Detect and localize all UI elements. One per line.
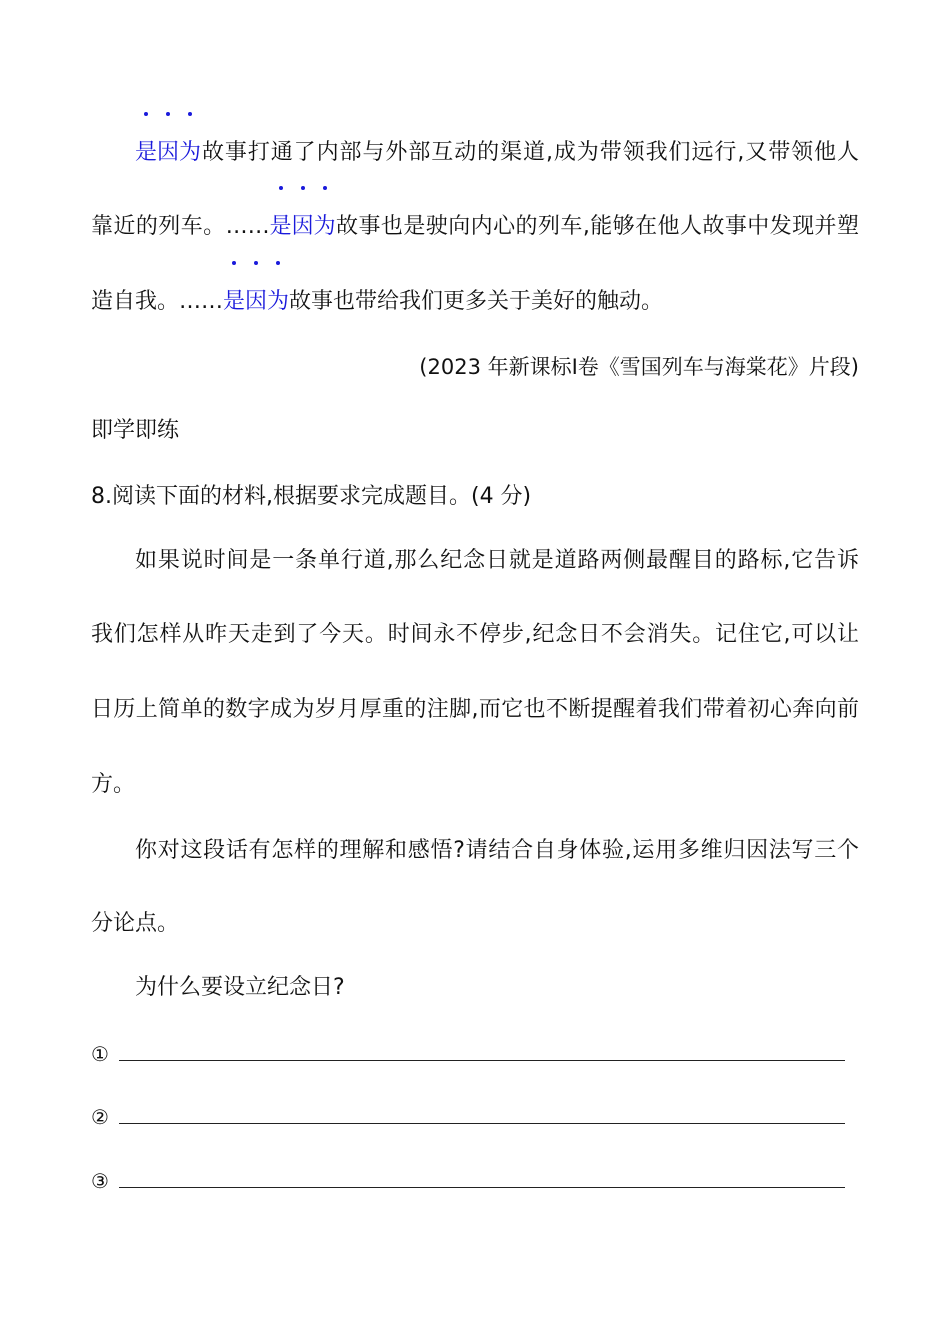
- emphasis-word: [223, 287, 289, 317]
- material-line-4: 方。: [91, 772, 136, 797]
- emphasis-dots: [270, 186, 336, 190]
- section-title: 即学即练: [91, 418, 180, 443]
- material-line-3: 日历上简单的数字成为岁月厚重的注脚,而它也不断提醒着我们带着初心奔向前: [91, 697, 859, 722]
- answer-blank-3[interactable]: [91, 1166, 859, 1196]
- emphasis-dots: [223, 261, 289, 265]
- answer-blank-2[interactable]: [91, 1102, 859, 1132]
- document-page: [91, 0, 859, 1344]
- material-line-1: 如果说时间是一条单行道,那么纪念日就是道路两侧最醒目的路标,它告诉: [135, 548, 859, 573]
- passage-prefix: 靠近的列车。……: [91, 214, 270, 239]
- answer-prompt: 为什么要设立纪念日?: [135, 975, 345, 1000]
- source-citation: (2023 年新课标Ⅰ卷《雪国列车与海棠花》片段): [419, 355, 859, 379]
- blank-number: ②: [91, 1105, 109, 1129]
- passage-prefix: 造自我。……: [91, 289, 224, 314]
- answer-blank-1[interactable]: [91, 1039, 859, 1069]
- passage-text: 故事也是驶向内心的列车,能够在他人故事中发现并塑: [335, 214, 859, 239]
- emphasis-text: 是因为: [223, 289, 290, 314]
- question-stem: 8.阅读下面的材料,根据要求完成题目。(4 分): [91, 484, 532, 509]
- blank-number: ③: [91, 1169, 109, 1193]
- blank-underline[interactable]: [119, 1187, 845, 1188]
- passage-text: 故事也带给我们更多关于美好的触动。: [289, 289, 664, 314]
- task-line-1: 你对这段话有怎样的理解和感悟?请结合自身体验,运用多维归因法写三个: [135, 838, 859, 863]
- emphasis-word: [135, 138, 201, 168]
- emphasis-word: [270, 212, 336, 242]
- passage-line-1: [91, 138, 859, 168]
- blank-underline[interactable]: [119, 1060, 845, 1061]
- passage-text: 故事打通了内部与外部互动的渠道,成为带领我们远行,又带领他人: [201, 140, 859, 165]
- task-line-2: 分论点。: [91, 911, 180, 936]
- emphasis-text: 是因为: [135, 140, 202, 165]
- blank-number: ①: [91, 1042, 109, 1066]
- emphasis-text: 是因为: [269, 214, 336, 239]
- passage-line-2: [91, 212, 859, 242]
- blank-underline[interactable]: [119, 1123, 845, 1124]
- material-line-2: 我们怎样从昨天走到了今天。时间永不停步,纪念日不会消失。记住它,可以让: [91, 622, 859, 647]
- passage-line-3: [91, 287, 859, 317]
- emphasis-dots: [135, 112, 201, 116]
